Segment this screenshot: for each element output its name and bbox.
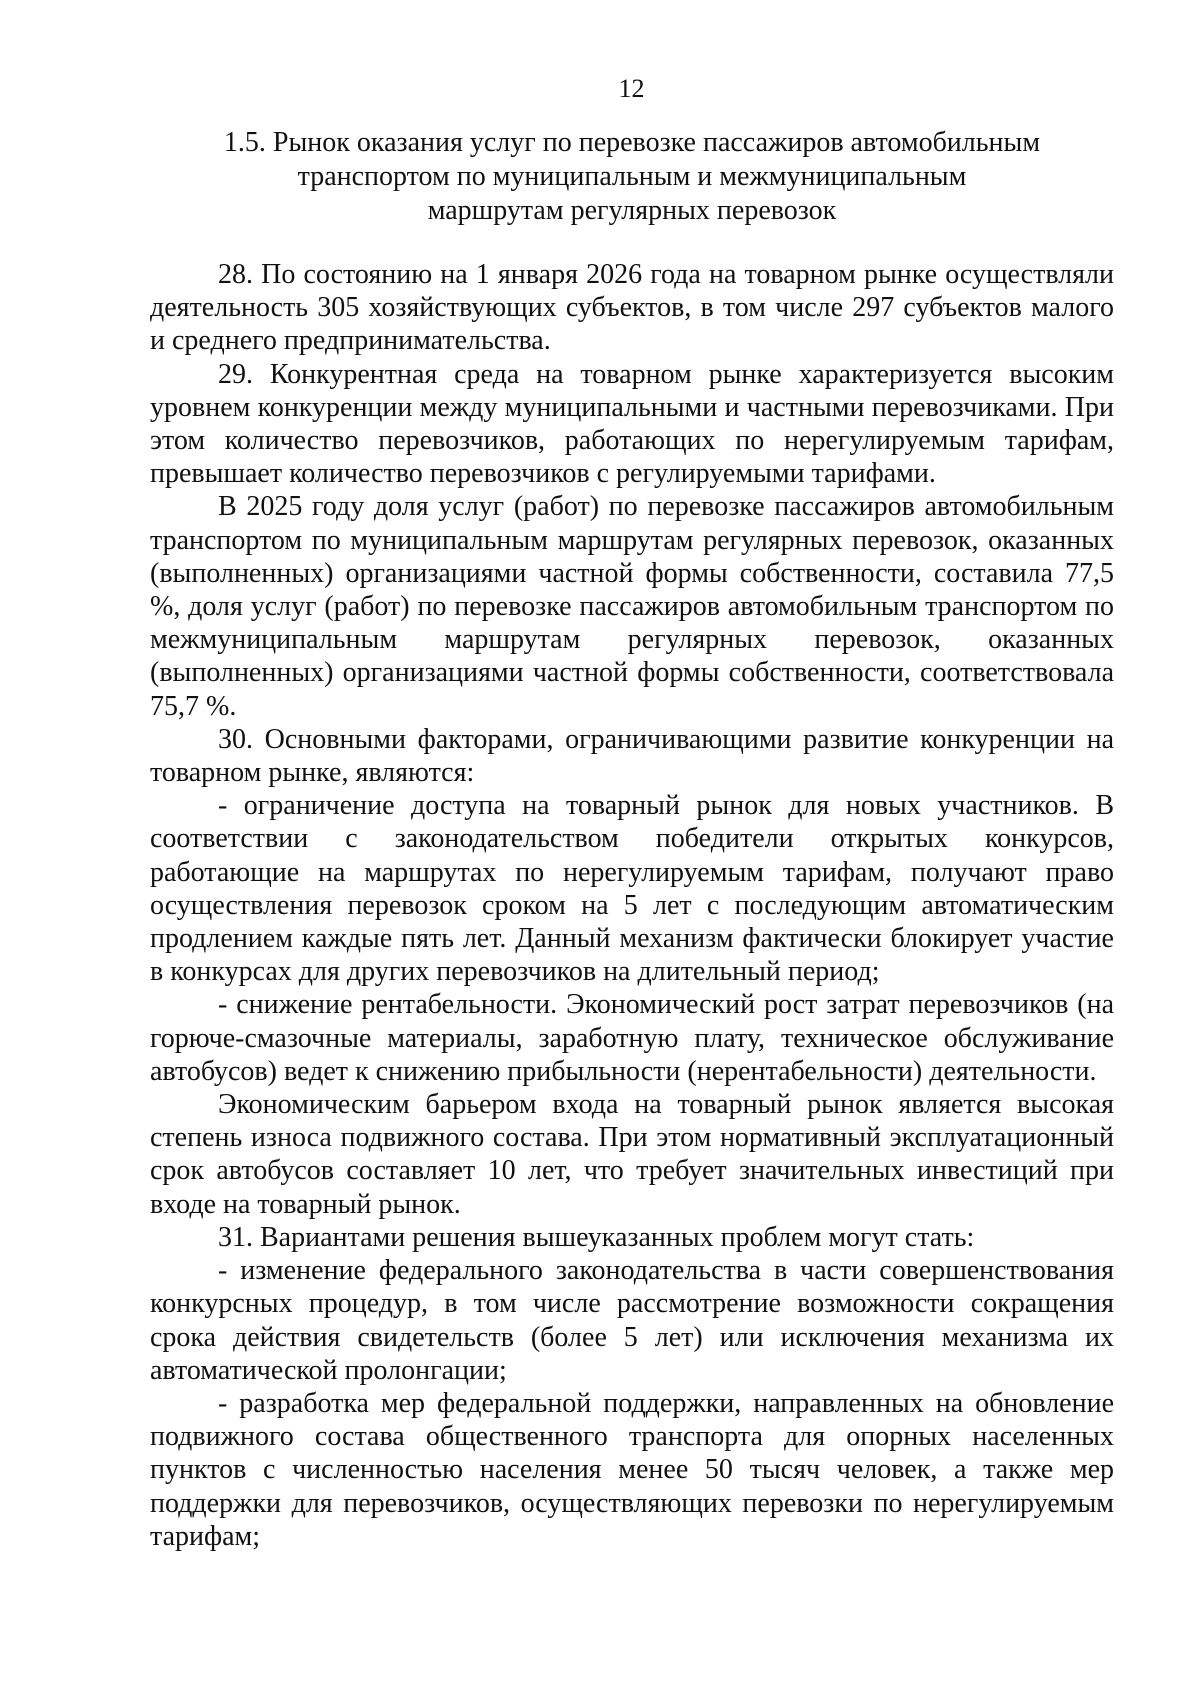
heading-line-2: транспортом по муниципальным и межмуниципальным xyxy=(297,161,967,192)
heading-line-3: маршрутам регулярных перевозок xyxy=(427,195,837,226)
paragraph-economic-barrier: Экономическим барьером входа на товарный рынок является высокая степень износа подвижного состава. При этом нормативный эксплуатационный срок автобусов составляет 10 лет, что требует значительных инвестиций при входе на товарный рынок. xyxy=(150,1089,1114,1220)
paragraph-28: 28. По состоянию на 1 января 2026 года на товарном рынке осуществляли деятельность 305 хозяйствующих субъектов, в том числе 297 субъектов малого и среднего предпринимательства. xyxy=(150,259,1114,357)
page-number: 12 xyxy=(618,74,645,103)
list-item-access-restriction: - ограничение доступа на товарный рынок для новых участников. В соответствии с законодательством победители открытых конкурсов, работающие на маршрутах по нерегулируемым тарифам, получают право осуществления перевозок сроком на 5 лет с последующим автоматическим продлением каждые пять лет. Данный механизм фактически блокирует участие в конкурсах для других перевозчиков на длительный период; xyxy=(150,790,1114,988)
heading-line-1: 1.5. Рынок оказания услуг по перевозке пассажиров автомобильным xyxy=(223,127,1041,158)
paragraph-29: 29. Конкурентная среда на товарном рынке характеризуется высоким уровнем конкуренции между муниципальными и частными перевозчиками. При этом количество перевозчиков, работающих по нерегулируемым тарифам, превышает количество перевозчиков с регулируемыми тарифами. xyxy=(150,358,1114,490)
section-heading xyxy=(150,126,1114,228)
paragraph-share-2025: В 2025 году доля услуг (работ) по перевозке пассажиров автомобильным транспортом по муниципальным маршрутам регулярных перевозок, оказанных (выполненных) организациями частной формы собственности, составила 77,5 %, доля услуг (работ) по перевозке пассажиров автомобильным транспортом по межмуниципальным маршрутам регулярных перевозок, оказанных (выполненных) организациями частной формы собственности, соответствовала 75,7 %. xyxy=(150,491,1114,722)
list-item-legislation-change: - изменение федерального законодательства в части совершенствования конкурсных процедур, в том числе рассмотрение возможности сокращения срока действия свидетельств (более 5 лет) или исключения механизма их автоматической пролонгации; xyxy=(150,1255,1114,1386)
body-text xyxy=(150,258,1114,1553)
paragraph-30: 30. Основными факторами, ограничивающими развитие конкуренции на товарном рынке, являются: xyxy=(150,723,1114,789)
paragraph-31: 31. Вариантами решения вышеуказанных проблем могут стать: xyxy=(218,1221,975,1253)
list-item-profitability: - снижение рентабельности. Экономический рост затрат перевозчиков (на горюче-смазочные материалы, заработную плату, техническое обслуживание автобусов) ведет к снижению прибыльности (нерентабельности) деятельности. xyxy=(150,989,1114,1087)
list-item-federal-support: - разработка мер федеральной поддержки, направленных на обновление подвижного состава общественного транспорта для опорных населенных пунктов с численностью населения менее 50 тысяч человек, а также мер поддержки для перевозчиков, осуществляющих перевозки по нерегулируемым тарифам; xyxy=(150,1387,1114,1552)
